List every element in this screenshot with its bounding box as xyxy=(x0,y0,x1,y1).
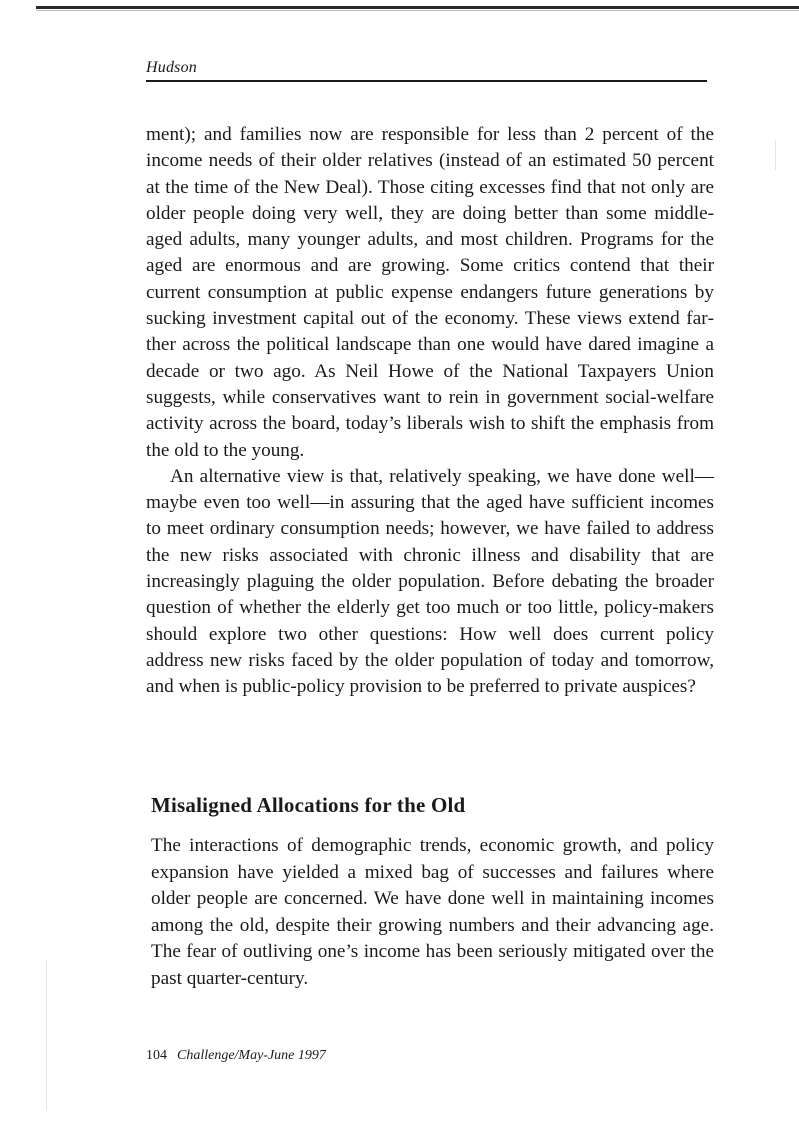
section-heading: Misaligned Allocations for the Old xyxy=(151,793,466,817)
top-page-rule xyxy=(36,6,799,9)
page-number: 104 xyxy=(146,1048,167,1063)
running-head-rule xyxy=(146,80,707,82)
body-paragraph-2: An alternative view is that, relatively speaking, we have done well—maybe even too well—in assuring that the aged have sufficient incomes to meet ordinary consumption needs; however, we have failed to address the new risks associated with chronic illness and disability that are increasingly plaguing the older population. Before debating the broader question of whether the elderly get too much or too little, policy-makers should explore two other questions: How well does current policy address new risks faced by the older population of today and tomorrow, and when is public-policy provision to be preferred to private auspices? xyxy=(146,465,714,698)
journal-citation: Challenge/May-June 1997 xyxy=(177,1048,326,1063)
top-page-rule-shadow xyxy=(36,10,799,11)
running-head-author: Hudson xyxy=(146,59,197,76)
body-paragraph-1: ment); and families now are responsible for less than 2 percent of the income needs of their older relatives (instead of an estimated 50 percent at the time of the New Deal). Those citing excesses find that not only are older people doing very well, they are doing better than some middle-aged adults, many younger adults, and most children. Programs for the aged are enormous and are growing. Some critics contend that their current consumption at public expense endangers future generations by sucking investment capital out of the economy. These views extend farther across the political landscape than one would have dared imagine a decade or two ago. As Neil Howe of the National Taxpayers Union suggests, while conservatives want to rein in government social-welfare activity across the board, today’s liberals wish to shift the emphasis from the old to the young. xyxy=(146,124,714,461)
section-body xyxy=(151,833,714,993)
article-body xyxy=(146,122,714,701)
page-footer xyxy=(146,1048,326,1064)
scan-margin-mark xyxy=(46,960,47,1110)
scan-margin-mark xyxy=(775,140,776,170)
section-paragraph-1: The interactions of demographic trends, economic growth, and policy expansion have yielded a mixed bag of successes and failures where older people are concerned. We have done well in maintaining incomes among the old, despite their growing numbers and their advancing age. The fear of outliving one’s income has been seriously mitigated over the past quarter-century. xyxy=(151,835,714,989)
